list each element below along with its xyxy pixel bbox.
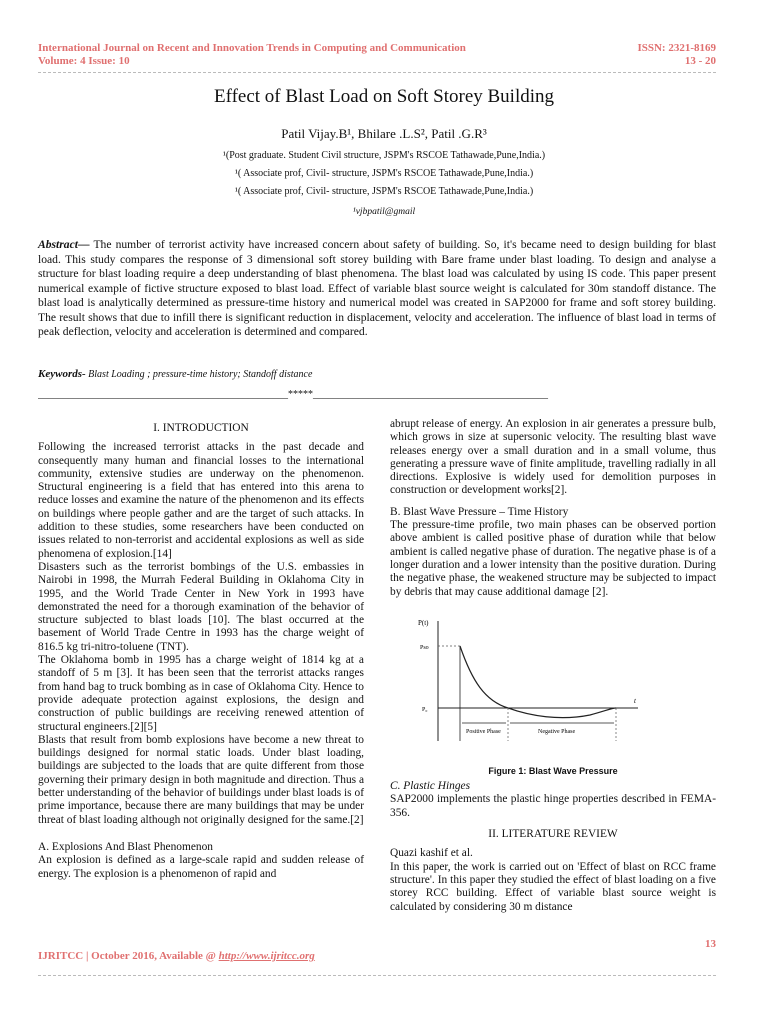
y-axis-label: P(t) [418,618,429,627]
intro-paragraph-4: Blasts that result from bomb explosions have become a new threat to buildings designed for normal static loads. Under blast loading, buildings are subjected to the loads that are quite different from those governing their primary design in both magnitude and direction. Thus a better understanding of the behavior of buildings under blast loads is of prime importance, because there are many buildings that may be under threat of blast loading although not originally designed for the same.[2] [38,733,364,826]
journal-volume: Volume: 4 Issue: 10 [38,55,130,67]
figure-caption: Figure 1: Blast Wave Pressure [488,765,618,776]
affiliation-3: ¹( Associate prof, Civil- structure, JSPM's RSCOE Tathawade,Pune,India.) [234,186,534,197]
blast-paragraph: abrupt release of energy. An explosion in air generates a pressure bulb, which grows in size at supersonic velocity. The resulting blast wave releases energy over a small duration and in a small volume, thus generating a pressure wave of finite amplitude, travelling radially in all directions. Explosive is widely used for demolition purposes in construction or development works[2]. [390,418,716,497]
issn: ISSN: 2321-8169 [637,42,716,54]
ambient-label: P₀ [422,706,428,713]
plastic-hinge-paragraph: SAP2000 implements the plastic hinge properties described in FEMA-356. [390,793,716,819]
right-column [390,418,716,914]
abstract-label: Abstract— [38,238,90,251]
page-range: 13 - 20 [684,55,716,67]
keywords-value: Blast Loading ; pressure-time history; Standoff distance [85,369,313,380]
pressure-curve [460,646,616,718]
subsection-c-heading: C. Plastic Hinges [390,780,471,793]
pressure-paragraph: The pressure-time profile, two main phases can be observed portion above ambient is called positive phase of duration while that below ambient is called negative phase of duration. The negative phase is of a longer duration and a lower intensity than the positive duration. During the negative phase, the weakened structure may be subjected to impact by debris that may cause additional damage [2]. [390,519,716,598]
blast-wave-figure [390,611,716,761]
page-number: 13 [705,938,716,950]
journal-name: International Journal on Recent and Innovation Trends in Computing and Communication [38,42,466,54]
subsection-a-heading: A. Explosions And Blast Phenomenon [38,840,213,853]
explosion-paragraph: An explosion is defined as a large-scale rapid and sudden release of energy. The explosion is a phenomenon of rapid and [38,854,364,880]
negative-phase-label: Negative Phase [538,728,576,735]
abstract [38,238,716,340]
literature-paragraph: In this paper, the work is carried out on 'Effect of blast on RCC frame structure'. In this paper they studied the effect of blast loading on a five storey RCC building. Effect of variable blast source weight is calculated by considering 30 m distance [390,860,716,913]
literature-author: Quazi kashif et al. [390,847,473,860]
footer-text: IJRITCC | October 2016, Available @ [38,950,219,962]
intro-heading: I. INTRODUCTION [153,422,249,434]
keywords-label: Keywords- [38,368,86,380]
affiliation-1: ¹(Post graduate. Student Civil structure, JSPM's RSCOE Tathawade,Pune,India.) [222,150,546,161]
footer-divider [38,975,716,976]
intro-paragraph-2: Disasters such as the terrorist bombings of the U.S. embassies in Nairobi in 1998, the Murrah Federal Building in Oklahoma City in 1995, and the World Trade Center in New York in 1993 have demonstrated the need for a thorough examination of the behavior of structure subjected to blast loads [10]. The blast occurred at the basement of World Trade Centre in 1993 has the charge weight of 816.5 kg tri-nitro-toluene (TNT). [38,560,364,653]
left-column [38,422,364,881]
author-email: ¹vjbpatil@gmail [352,207,416,217]
journal-header [38,42,466,68]
intro-paragraph-3: The Oklahoma bomb in 1995 has a charge weight of 1814 kg at a standoff of 5 m [3]. It has been seen that the terrorist attacks ranges from hand bag to truck bombing as in case of Oklahoma City. Hence to provide adequate protection against explosions, the design and construction of public buildings are receiving renewed attention of structural engineers.[2][5] [38,654,364,733]
journal-link[interactable]: http://www.ijritcc.org [218,950,315,962]
header-divider [38,72,716,73]
paper-authors: Patil Vijay.B¹, Bhilare .L.S², Patil .G.R³ [281,126,487,141]
keywords [38,368,312,380]
footer [38,950,315,962]
issn-header [637,42,716,68]
subsection-b-heading: B. Blast Wave Pressure – Time History [390,505,569,518]
blast-wave-diagram [390,611,716,761]
abstract-text: The number of terrorist activity have increased concern about safety of building. So, it's became need to design building for blast load. This study compares the response of 3 dimensional soft storey building with Bare frame under blast loading. To design and analyse a structure for blast loading require a deep understanding of blast phenomena. The blast load was calculated by using IS code. This paper present numerical example of fictive structure exposed to blast load. Effect of variable blast source weight is calculated for 30m standoff distance. The blast load is analytically determined as pressure-time history and numerical model was created in SAP2000 for frame and soft storey building. The result shows that due to infill there is significant reduction in displacement, velocity and acceleration. The influence of blast load in terms of peak deflection, velocity and acceleration is determined and compared. [38,238,716,338]
peak-label: Pso [420,644,429,651]
paper-title: Effect of Blast Load on Soft Storey Building [213,86,555,107]
affiliation-2: ¹( Associate prof, Civil- structure, JSPM's RSCOE Tathawade,Pune,India.) [234,168,534,179]
intro-paragraph-1: Following the increased terrorist attacks in the past decade and consequently many human and financial losses to the international community, extensive studies are underway on the phenomenon. Structural engineering is a field that has entered into this arena to reduce losses and examine the nature of the phenomenon and its effects on buildings where people gather and are the target of such attacks. In addition to these studies, some researchers have been conducted on issues related to non-terrorist and accidental explosions as well as side phenomena of explosion.[14] [38,441,364,560]
positive-phase-label: Positive Phase [466,728,501,735]
section-separator: __________________________________________________*****_______________________________________________ [38,389,548,400]
literature-heading: II. LITERATURE REVIEW [488,828,618,841]
t-axis-label: t [634,696,636,705]
